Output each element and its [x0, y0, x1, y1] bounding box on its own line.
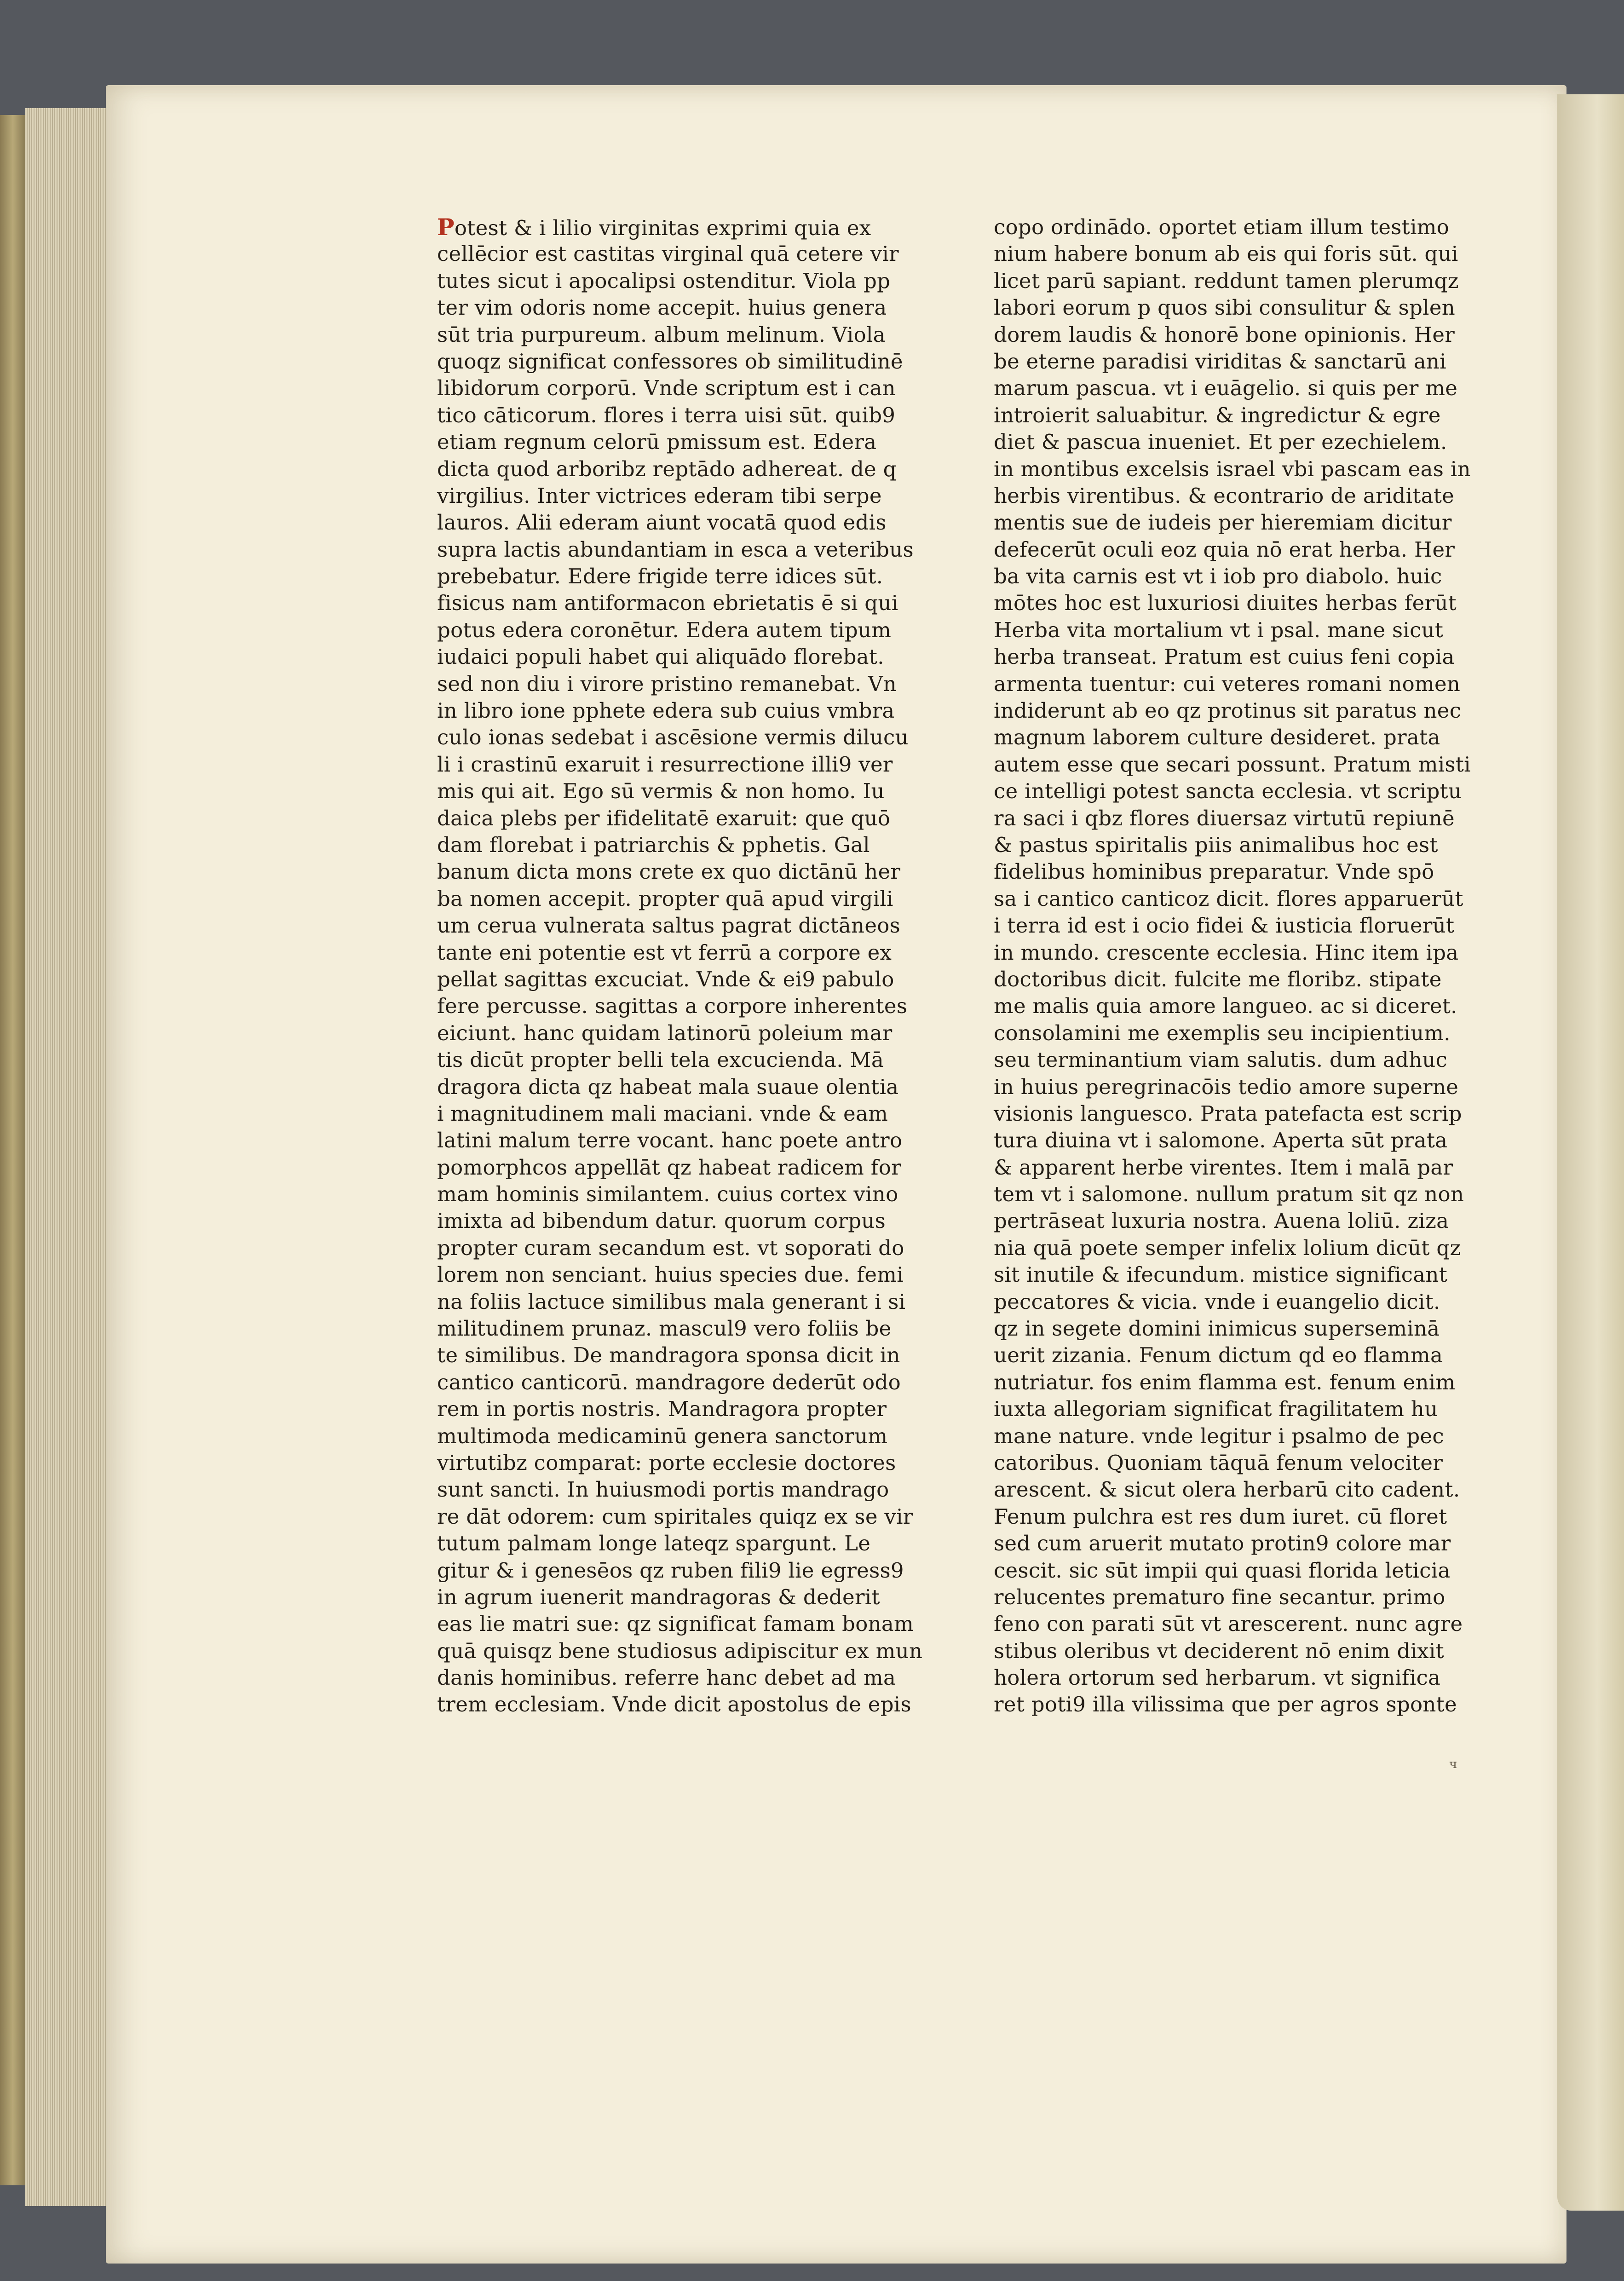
line-text: lorem non senciant. huius species due. femi [437, 1262, 904, 1287]
text-line [437, 429, 906, 455]
line-text: fisicus nam antiformacon ebrietatis ē si qui [437, 591, 898, 616]
line-text: autem esse que secari possunt. Pratum misti [994, 752, 1471, 777]
text-line [994, 832, 1458, 858]
text-line [994, 536, 1458, 563]
line-text: culo ionas sedebat i ascēsione vermis dilucu [437, 725, 909, 750]
text-line [437, 1020, 906, 1047]
line-text: otest & i lilio virginitas exprimi quia ex [454, 216, 871, 240]
text-line [994, 1503, 1458, 1530]
line-text: arescent. & sicut olera herbarū cito cadent. [994, 1477, 1460, 1502]
text-line [994, 1261, 1458, 1288]
line-text: Herba vita mortalium vt i psal. mane sicut [994, 617, 1444, 642]
line-text: labori eorum p quos sibi consulitur & splen [994, 295, 1456, 320]
text-line [994, 1074, 1458, 1100]
line-text: dorem laudis & honorē bone opinionis. Her [994, 322, 1455, 347]
line-text: militudinem prunaz. mascul9 vero foliis be [437, 1316, 892, 1341]
text-line [437, 348, 906, 375]
line-text: tutes sicut i apocalipsi ostenditur. Viola pp [437, 268, 891, 293]
line-text: mane nature. vnde legitur i psalmo de pec [994, 1423, 1444, 1448]
text-line [994, 858, 1458, 885]
line-text: potus edera coronētur. Edera autem tipum [437, 617, 892, 642]
text-line [994, 1557, 1458, 1584]
text-line [994, 1584, 1458, 1611]
text-line [994, 1342, 1458, 1369]
line-text: eiciunt. hanc quidam latinorū poleium mar [437, 1020, 893, 1045]
text-line [437, 912, 906, 939]
line-text: relucentes prematuro fine secantur. primo [994, 1584, 1445, 1609]
line-text: mōtes hoc est luxuriosi diuites herbas ferūt [994, 591, 1457, 616]
text-line [437, 939, 906, 966]
text-line [437, 617, 906, 644]
line-text: lauros. Alii ederam aiunt vocatā quod edis [437, 510, 887, 535]
text-line [994, 1611, 1463, 1637]
line-text: tutum palmam longe lateqz spargunt. Le [437, 1531, 871, 1556]
line-text: sit inutile & ifecundum. mistice significant [994, 1262, 1448, 1287]
text-line [437, 1423, 906, 1450]
text-line [437, 1154, 906, 1181]
text-line [437, 268, 906, 294]
line-text: uerit zizania. Fenum dictum qd eo flamma [994, 1343, 1443, 1368]
text-line [437, 241, 906, 267]
text-line [437, 1100, 906, 1127]
text-line [994, 1476, 1458, 1503]
text-line [437, 671, 906, 697]
line-text: sūt tria purpureum. album melinum. Viola [437, 322, 886, 347]
text-line [437, 456, 906, 483]
text-line [437, 966, 906, 993]
line-text: visionis languesco. Prata patefacta est scrip [994, 1101, 1462, 1126]
text-line [994, 671, 1461, 697]
text-line [994, 322, 1458, 348]
folio-mark: ч [1449, 1757, 1457, 1771]
text-line [437, 1127, 906, 1154]
line-text: be eterne paradisi viriditas & sanctarū ani [994, 349, 1446, 374]
text-line [994, 509, 1458, 536]
text-line [994, 590, 1458, 616]
line-text: ba vita carnis est vt i iob pro diabolo. huic [994, 564, 1442, 589]
line-text: li i crastinū exaruit i resurrectione illi9 ver [437, 752, 893, 777]
line-text: sed non diu i virore pristino remanebat. Vn [437, 671, 897, 696]
text-line [994, 1235, 1461, 1261]
text-line [994, 912, 1458, 939]
text-line [437, 993, 906, 1020]
text-line [994, 1369, 1458, 1396]
text-line [994, 214, 1458, 241]
line-text: quā quisqz bene studiosus adipiscitur ex mun [437, 1638, 923, 1663]
line-text: iudaici populi habet qui aliquādo florebat. [437, 645, 884, 669]
text-line [994, 617, 1458, 644]
line-text: herbis virentibus. & econtrario de ariditate [994, 483, 1455, 508]
text-line [437, 375, 906, 402]
line-text: armenta tuentur: cui veteres romani nomen [994, 671, 1461, 696]
line-text: tem vt i salomone. nullum pratum sit qz non [994, 1182, 1464, 1207]
line-text: doctoribus dicit. fulcite me floribz. stipate [994, 967, 1442, 991]
text-line [994, 429, 1458, 455]
text-line [437, 886, 906, 912]
text-line [437, 590, 906, 616]
line-text: herba transeat. Pratum est cuius feni copia [994, 645, 1455, 669]
text-line [437, 1665, 906, 1691]
line-text: ra saci i qbz flores diuersaz virtutū repiunē [994, 806, 1455, 830]
text-line [437, 1315, 906, 1342]
text-line [994, 1181, 1464, 1208]
text-line [437, 697, 906, 724]
line-text: in agrum iuenerit mandragoras & dederit [437, 1584, 880, 1609]
line-text: propter curam secandum est. vt soporati do [437, 1235, 904, 1260]
line-text: in huius peregrinacōis tedio amore superne [994, 1074, 1459, 1099]
line-text: virgilius. Inter victrices ederam tibi serpe [437, 483, 882, 508]
text-line [994, 993, 1458, 1020]
line-text: diet & pascua inueniet. Et per ezechielem. [994, 430, 1447, 455]
line-text: tante eni potentie est vt ferrū a corpore ex [437, 940, 892, 965]
line-text: ce intelligi potest sancta ecclesia. vt scriptu [994, 779, 1462, 804]
line-text: cantico canticorū. mandragore dederūt odo [437, 1370, 901, 1394]
line-text: iuxta allegoriam significat fragilitatem hu [994, 1397, 1438, 1422]
line-text: indiderunt ab eo qz protinus sit paratus nec [994, 698, 1462, 723]
text-line [994, 1289, 1458, 1315]
line-text: catoribus. Quoniam tāquā fenum velociter [994, 1450, 1443, 1475]
text-line [437, 724, 909, 751]
line-text: introierit saluabitur. & ingredictur & egre [994, 403, 1441, 427]
line-text: holera ortorum sed herbarum. vt significa [994, 1665, 1441, 1690]
text-line [437, 214, 906, 241]
text-line [437, 1074, 906, 1100]
text-line [437, 1208, 906, 1234]
text-line [994, 483, 1458, 509]
text-line [437, 1342, 906, 1369]
line-text: sa i cantico canticoz dicit. flores apparuerūt [994, 886, 1463, 911]
line-text: dicta quod arboribz reptādo adhereat. de q [437, 456, 897, 481]
text-line [437, 322, 906, 348]
line-text: & pastus spiritalis piis animalibus hoc est [994, 832, 1438, 857]
line-text: feno con parati sūt vt arescerent. nunc agre [994, 1612, 1463, 1636]
text-line [994, 456, 1471, 483]
text-line [994, 1020, 1458, 1047]
text-line [994, 1691, 1458, 1718]
line-text: i terra id est i ocio fidei & iusticia floruerūt [994, 913, 1455, 938]
line-text: re dāt odorem: cum spiritales quiqz ex se vir [437, 1504, 913, 1529]
line-text: cellēcior est castitas virginal quā cetere vir [437, 242, 899, 266]
line-text: peccatores & vicia. vnde i euangelio dicit. [994, 1289, 1440, 1314]
text-line [994, 563, 1458, 590]
line-text: quoqz significat confessores ob similitudinē [437, 349, 903, 374]
text-line [437, 1691, 911, 1718]
text-line [994, 1450, 1458, 1476]
line-text: ba nomen accepit. propter quā apud virgili [437, 886, 893, 911]
line-text: multimoda medicaminū genera sanctorum [437, 1423, 888, 1448]
text-line [994, 375, 1458, 402]
line-text: ter vim odoris nome accepit. huius genera [437, 295, 887, 320]
line-text: um cerua vulnerata saltus pagrat dictāneos [437, 913, 901, 938]
text-line [994, 1396, 1458, 1423]
text-line [437, 832, 906, 858]
text-line [994, 1208, 1458, 1234]
line-text: tura diuina vt i salomone. Aperta sūt prata [994, 1128, 1448, 1153]
line-text: prebebatur. Edere frigide terre idices sūt. [437, 564, 883, 589]
text-line [994, 1047, 1458, 1073]
line-text: cescit. sic sūt impii qui quasi florida leticia [994, 1558, 1451, 1583]
text-line [437, 509, 906, 536]
line-text: ret poti9 illa vilissima que per agros sponte [994, 1692, 1457, 1717]
line-text: in libro ione pphete edera sub cuius vmbra [437, 698, 895, 723]
text-line [994, 805, 1458, 832]
line-text: fidelibus hominibus preparatur. Vnde spō [994, 859, 1434, 884]
line-text: tis dicūt propter belli tela excucienda. Mā [437, 1048, 884, 1072]
text-line [437, 563, 906, 590]
line-text: Fenum pulchra est res dum iuret. cū floret [994, 1504, 1447, 1529]
text-line [994, 1100, 1462, 1127]
line-text: i magnitudinem mali maciani. vnde & eam [437, 1101, 888, 1126]
line-text: dragora dicta qz habeat mala suaue olentia [437, 1074, 899, 1099]
line-text: marum pascua. vt i euāgelio. si quis per me [994, 376, 1458, 401]
line-text: pomorphcos appellāt qz habeat radicem for [437, 1155, 901, 1180]
text-line [994, 241, 1458, 267]
line-text: virtutibz comparat: porte ecclesie doctores [437, 1450, 896, 1475]
line-text: dam florebat i patriarchis & pphetis. Gal [437, 832, 870, 857]
text-line [994, 778, 1462, 805]
text-column-left [437, 213, 923, 1718]
text-line [437, 294, 906, 321]
line-text: danis hominibus. referre hanc debet ad ma [437, 1665, 896, 1690]
text-line [437, 1530, 906, 1557]
text-line [994, 966, 1458, 993]
line-text: in montibus excelsis israel vbi pascam eas in [994, 456, 1471, 481]
line-text: in mundo. crescente ecclesia. Hinc item ipa [994, 940, 1459, 965]
line-text: mentis sue de iudeis per hieremiam dicitur [994, 510, 1452, 535]
line-text: fere percusse. sagittas a corpore inherentes [437, 994, 908, 1019]
line-text: gitur & i genesēos qz ruben fili9 lie egress9 [437, 1558, 904, 1583]
line-text: consolamini me exemplis seu incipientium. [994, 1020, 1451, 1045]
text-line [437, 858, 906, 885]
line-text: rem in portis nostris. Mandragora propter [437, 1397, 887, 1422]
line-text: licet parū sapiant. reddunt tamen plerumqz [994, 268, 1459, 293]
text-line [437, 1503, 913, 1530]
line-text: seu terminantium viam salutis. dum adhuc [994, 1048, 1448, 1072]
text-line [437, 805, 906, 832]
text-line [994, 724, 1458, 751]
line-text: latini malum terre vocant. hanc poete antro [437, 1128, 903, 1153]
line-text: pellat sagittas excuciat. Vnde & ei9 pabulo [437, 967, 894, 991]
text-line [437, 1584, 906, 1611]
text-line [994, 751, 1471, 778]
text-line [437, 1476, 906, 1503]
line-text: qz in segete domini inimicus superseminā [994, 1316, 1440, 1341]
line-text: banum dicta mons crete ex quo dictānū her [437, 859, 901, 884]
rubricated-initial: P [437, 213, 455, 241]
text-line [994, 1315, 1458, 1342]
text-line [994, 1638, 1458, 1665]
text-line [437, 1261, 906, 1288]
line-text: eas lie matri sue: qz significat famam bonam [437, 1612, 914, 1636]
line-text: mis qui ait. Ego sū vermis & non homo. Iu [437, 779, 885, 804]
text-line [994, 402, 1458, 429]
text-line [994, 939, 1458, 966]
text-line [994, 1423, 1458, 1450]
text-line [437, 644, 906, 670]
text-line [994, 697, 1462, 724]
line-text: copo ordinādo. oportet etiam illum testimo [994, 215, 1450, 239]
line-text: libidorum corporū. Vnde scriptum est i can [437, 376, 896, 401]
line-text: imixta ad bibendum datur. quorum corpus [437, 1209, 886, 1233]
line-text: supra lactis abundantiam in esca a veteribus [437, 537, 914, 562]
text-line [437, 1450, 906, 1476]
line-text: mam hominis similantem. cuius cortex vino [437, 1182, 898, 1207]
text-line [994, 1665, 1458, 1691]
line-text: sunt sancti. In huiusmodi portis mandrago [437, 1477, 889, 1502]
text-line [994, 1154, 1458, 1181]
line-text: stibus oleribus vt deciderent nō enim dixit [994, 1638, 1445, 1663]
text-column-right [994, 214, 1471, 1718]
text-line [437, 1638, 923, 1665]
line-text: etiam regnum celorū pmissum est. Edera [437, 430, 877, 455]
line-text: & apparent herbe virentes. Item i malā par [994, 1155, 1453, 1180]
facing-page-edge [1557, 94, 1624, 2211]
text-line [437, 402, 906, 429]
text-line [994, 886, 1463, 912]
text-line [437, 536, 914, 563]
text-line [437, 1235, 906, 1261]
text-line [994, 268, 1458, 294]
text-line [437, 483, 906, 509]
line-text: trem ecclesiam. Vnde dicit apostolus de epis [437, 1692, 911, 1717]
text-line [994, 1530, 1458, 1557]
text-line [437, 1181, 906, 1208]
text-line [994, 644, 1458, 670]
line-text: te similibus. De mandragora sponsa dicit in [437, 1343, 900, 1368]
text-line [437, 778, 906, 805]
text-line [437, 751, 906, 778]
text-line [994, 1127, 1458, 1154]
line-text: daica plebs per ifidelitatē exaruit: que quō [437, 806, 891, 830]
text-line [994, 348, 1458, 375]
line-text: me malis quia amore langueo. ac si diceret. [994, 994, 1457, 1019]
line-text: tico cāticorum. flores i terra uisi sūt. quib9 [437, 403, 896, 427]
text-line [437, 1396, 906, 1423]
text-line [437, 1369, 906, 1396]
line-text: na foliis lactuce similibus mala generant i si [437, 1289, 906, 1314]
text-line [994, 294, 1458, 321]
line-text: sed cum aruerit mutato protin9 colore mar [994, 1531, 1451, 1556]
line-text: nutriatur. fos enim flamma est. fenum enim [994, 1370, 1456, 1394]
line-text: defecerūt oculi eoz quia nō erat herba. Her [994, 537, 1455, 562]
text-line [437, 1611, 914, 1637]
line-text: nia quā poete semper infelix lolium dicūt qz [994, 1235, 1461, 1260]
text-line [437, 1289, 906, 1315]
page-stack [25, 108, 113, 2206]
line-text: magnum laborem culture desideret. prata [994, 725, 1440, 750]
line-text: pertrāseat luxuria nostra. Auena loliū. ziza [994, 1209, 1449, 1233]
line-text: nium habere bonum ab eis qui foris sūt. qui [994, 242, 1458, 266]
text-line [437, 1557, 906, 1584]
text-line [437, 1047, 906, 1073]
